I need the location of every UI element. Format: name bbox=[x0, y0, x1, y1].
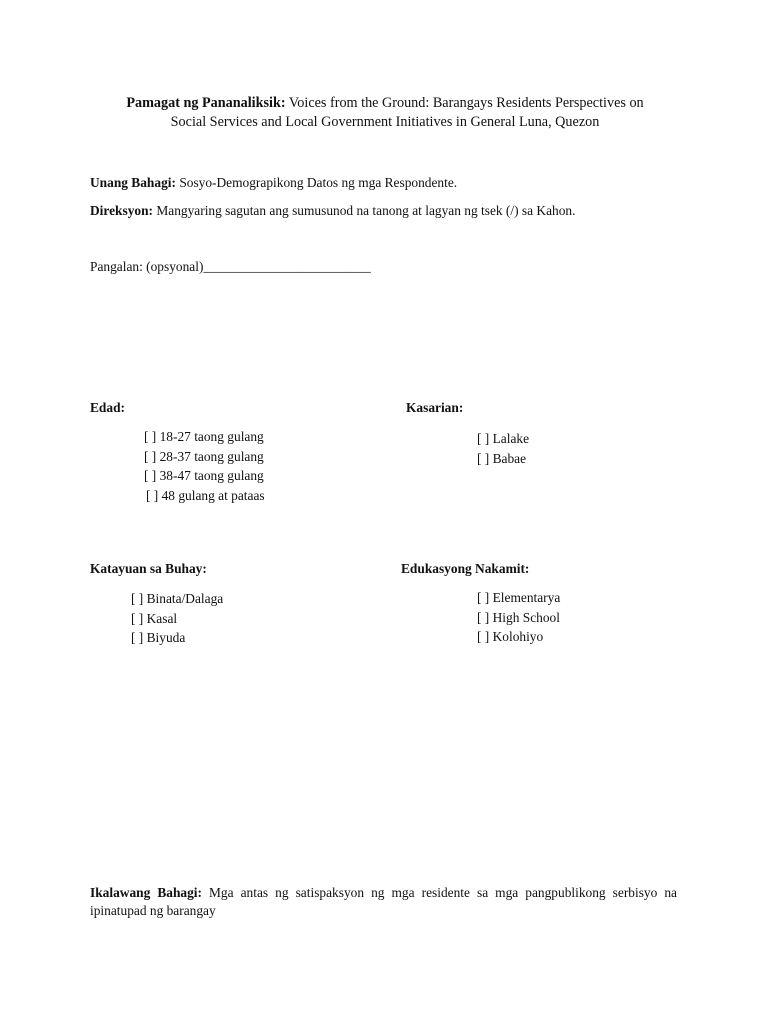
part1-text: Sosyo-Demograpikong Datos ng mga Respondente. bbox=[179, 175, 458, 190]
research-title-line1: Voices from the Ground: Barangays Residents Perspectives on bbox=[288, 95, 644, 111]
directions-label: Direksyon: bbox=[90, 203, 153, 218]
research-title-label: Pamagat ng Pananaliksik: bbox=[126, 95, 286, 111]
age-option-38-47[interactable]: [ ] 38-47 taong gulang bbox=[144, 468, 264, 483]
civil-status-label: Katayuan sa Buhay: bbox=[90, 561, 207, 576]
education-option-college[interactable]: [ ] Kolohiyo bbox=[477, 629, 544, 644]
education-label: Edukasyong Nakamit: bbox=[401, 561, 530, 576]
part1-label: Unang Bahagi: bbox=[90, 175, 176, 190]
part2-text: Mga antas ng satispaksyon ng mga residente sa mga pangpublikong serbisyo na ipinatupad ng barangay bbox=[90, 885, 677, 918]
civil-status-option-widowed[interactable]: [ ] Biyuda bbox=[131, 630, 186, 645]
sex-option-female[interactable]: [ ] Babae bbox=[477, 450, 527, 466]
civil-status-option-single[interactable]: [ ] Binata/Dalaga bbox=[131, 591, 224, 606]
name-field[interactable]: Pangalan: (opsyonal)_________________________ bbox=[90, 259, 371, 274]
sex-option-male[interactable]: [ ] Lalake bbox=[477, 431, 530, 446]
directions bbox=[90, 203, 575, 219]
age-option-18-27[interactable]: [ ] 18-27 taong gulang bbox=[144, 429, 264, 444]
civil-status-options bbox=[131, 589, 223, 648]
sex-options bbox=[477, 429, 529, 468]
age-option-48-up[interactable]: [ ] 48 gulang at pataas bbox=[146, 487, 265, 503]
education-option-elementary[interactable]: [ ] Elementarya bbox=[477, 590, 561, 605]
part1-heading bbox=[90, 175, 457, 191]
civil-status-option-married[interactable]: [ ] Kasal bbox=[131, 610, 178, 626]
research-title bbox=[90, 94, 680, 132]
age-label: Edad: bbox=[90, 400, 125, 415]
sex-label: Kasarian: bbox=[406, 400, 464, 415]
age-options bbox=[144, 427, 265, 505]
directions-text: Mangyaring sagutan ang sumusunod na tanong at lagyan ng tsek (/) sa Kahon. bbox=[156, 203, 576, 218]
research-title-line2: Social Services and Local Government Initiatives in General Luna, Quezon bbox=[170, 114, 600, 130]
age-option-28-37[interactable]: [ ] 28-37 taong gulang bbox=[144, 448, 264, 464]
education-options bbox=[477, 588, 560, 647]
part2-heading bbox=[90, 884, 677, 920]
education-option-high-school[interactable]: [ ] High School bbox=[477, 609, 560, 625]
part2-label: Ikalawang Bahagi: bbox=[90, 885, 202, 900]
